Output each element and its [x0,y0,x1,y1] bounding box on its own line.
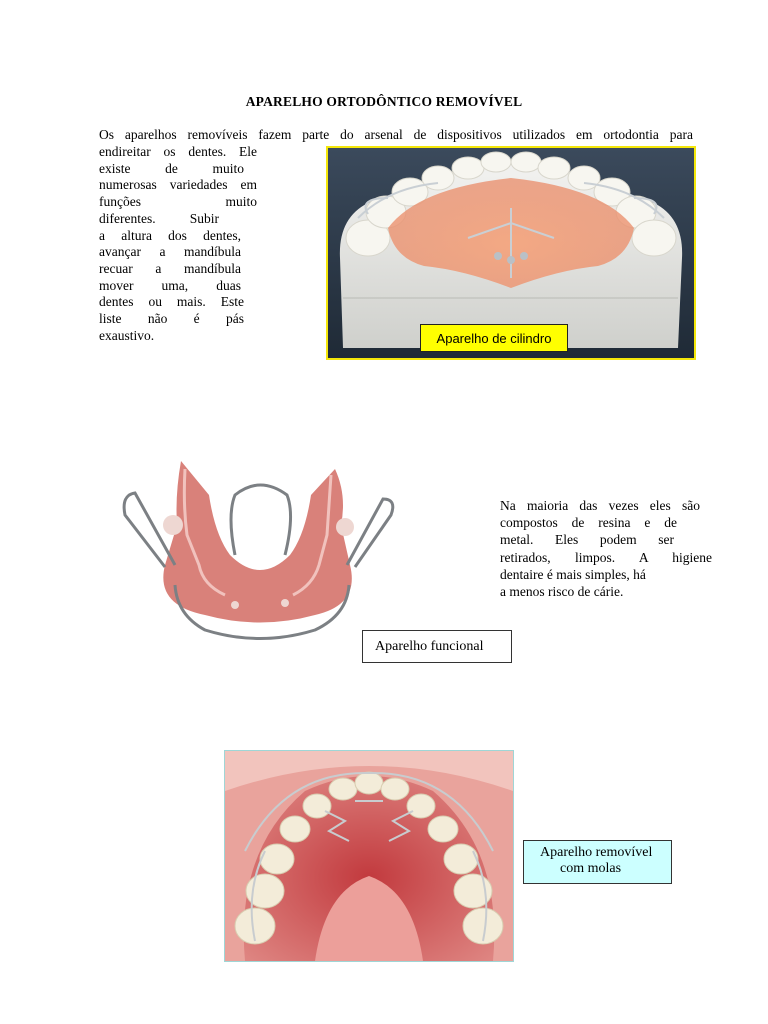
right-line: retirados, limpos. A higiene [500,549,712,565]
figure3-caption-line1: Aparelho removível [540,845,653,860]
intro-line: Os aparelhos removíveis fazem parte do arsenal de dispositivos utilizados em ortodontia para [99,127,693,142]
right-paragraph [500,497,712,600]
left-line: endireitar os dentes. Ele [99,144,257,159]
left-line: exaustivo. [99,327,155,343]
left-line: dentes ou mais. Este [99,294,244,310]
right-line: Na maioria das vezes eles são [500,498,700,513]
right-line: metal. Eles podem ser [500,532,674,548]
document-title: APARELHO ORTODÔNTICO REMOVÍVEL [245,94,523,109]
left-line: existe de muito [99,160,244,176]
left-paragraph [99,144,257,344]
left-line: avançar a mandíbula [99,244,241,260]
left-line: liste não é pás [99,311,244,327]
figure2-caption: Aparelho funcional [362,630,512,663]
right-line: dentaire é mais simples, há [500,566,646,582]
left-line: mover uma, duas [99,277,241,293]
left-line: numerosas variedades em [99,177,257,193]
functional-appliance-photo [115,455,405,655]
figure1-caption: Aparelho de cilindro [420,324,568,352]
left-line: recuar a mandíbula [99,260,241,276]
left-line: a altura dos dentes, [99,227,241,243]
right-line: a menos risco de cárie. [500,584,624,600]
removable-appliance-photo [224,750,514,962]
figure3-caption-line2: com molas [560,861,622,876]
left-line: diferentes. Subir [99,210,219,226]
figure3-caption [523,840,672,884]
left-line: funções muito [99,194,257,210]
right-line: compostos de resina e de [500,515,677,531]
